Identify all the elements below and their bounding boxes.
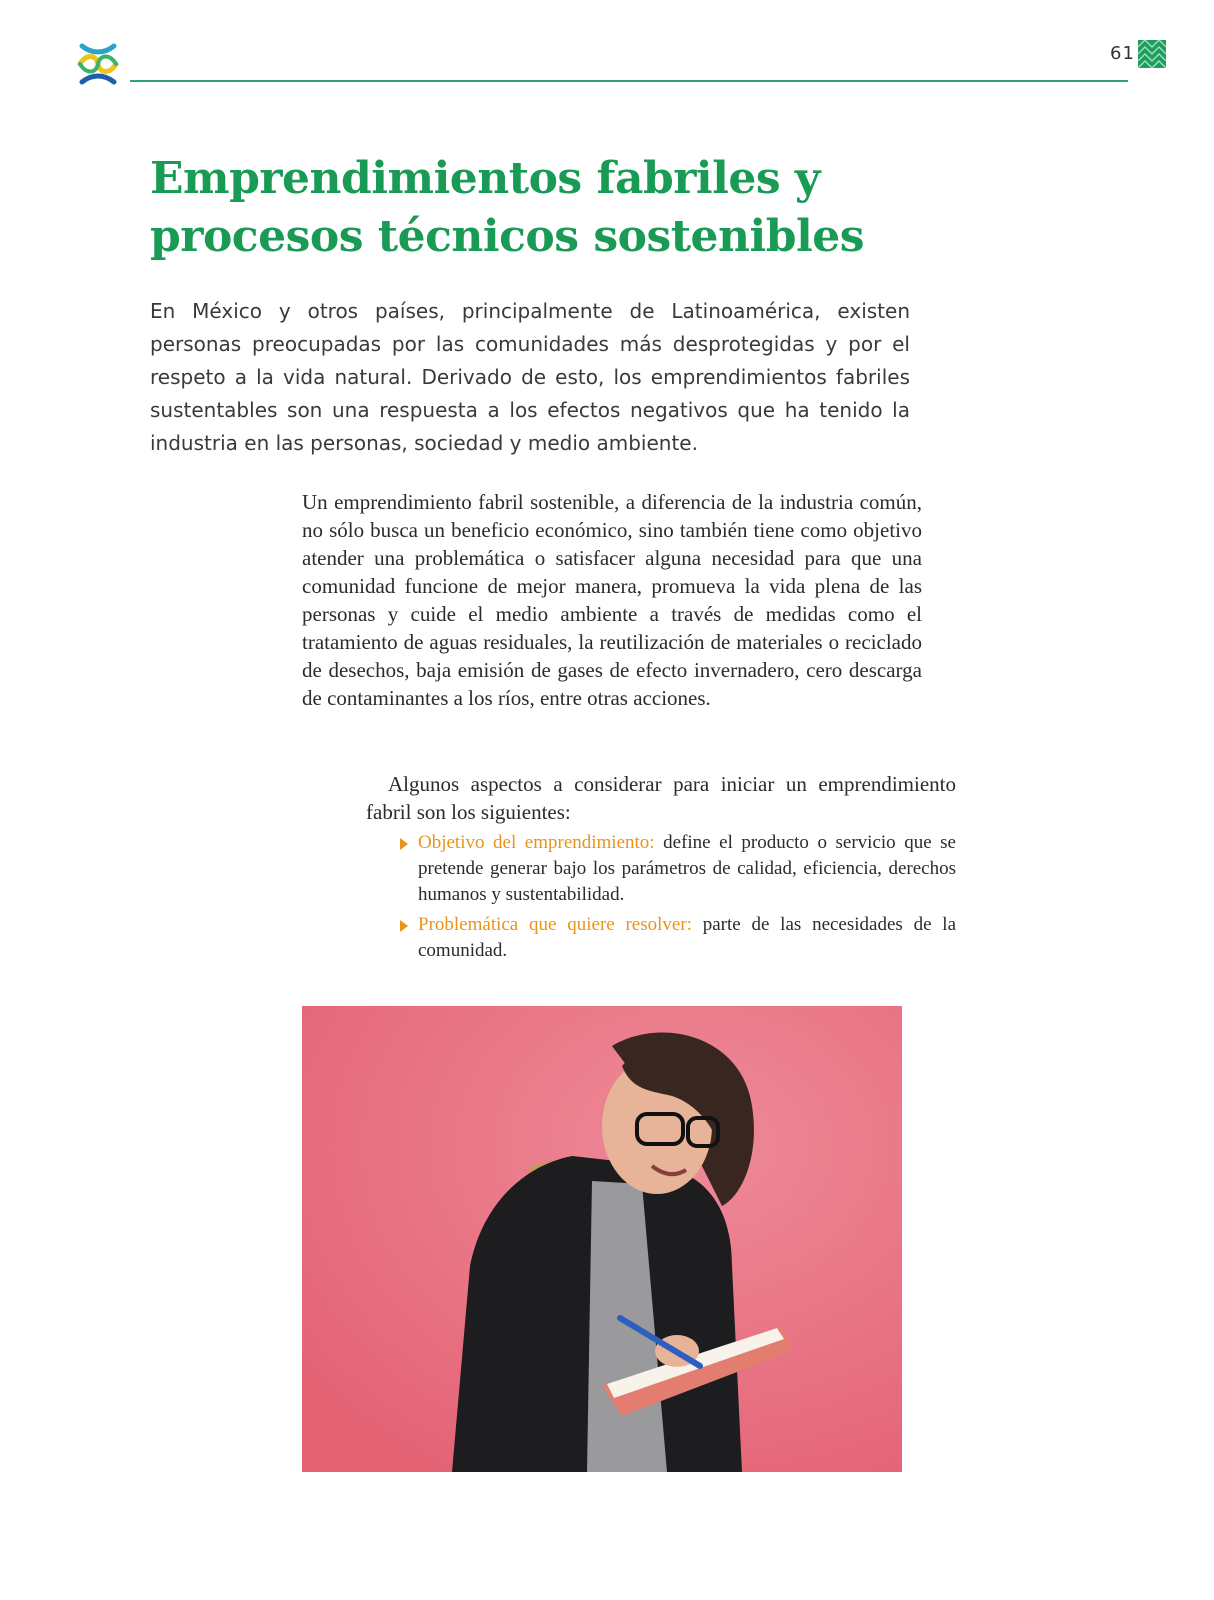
aspects-intro: Algunos aspectos a considerar para iniciar un emprendimiento fabril son los siguientes: xyxy=(366,772,956,824)
aspects-section xyxy=(366,770,956,968)
aspects-list xyxy=(366,830,956,964)
bullet-term: Objetivo del emprendimiento: xyxy=(418,832,655,853)
list-item xyxy=(418,912,956,964)
book-logo-icon xyxy=(74,40,122,88)
page-title xyxy=(150,150,1050,266)
student-photo xyxy=(302,1006,902,1472)
bullet-term: Problemática que quiere resolver: xyxy=(418,914,692,935)
triangle-bullet-icon xyxy=(400,920,408,932)
list-item xyxy=(418,830,956,908)
header-rule xyxy=(130,80,1128,82)
bullet-text: parte de las necesidades de la comunidad. xyxy=(418,914,956,961)
page-number: 61 xyxy=(1110,43,1135,64)
title-line-2: procesos técnicos sostenibles xyxy=(150,211,864,262)
green-pattern-icon xyxy=(1138,40,1166,68)
title-line-1: Emprendimientos fabriles y xyxy=(150,153,820,204)
bullet-text: define el producto o servicio que se pretende generar bajo los parámetros de calidad, eficiencia, derechos humanos y sustentabilidad. xyxy=(418,832,956,905)
triangle-bullet-icon xyxy=(400,838,408,850)
body-paragraph: Un emprendimiento fabril sostenible, a diferencia de la industria común, no sólo busca un beneficio económico, sino también tiene como objetivo atender una problemática o satisfacer alguna necesidad para que una comunidad funcione de mejor manera, promueva la vida plena de las personas y cuide el medio ambiente a través de medidas como el tratamiento de aguas residuales, la reutilización de materiales o reciclado de desechos, baja emisión de gases de efecto invernadero, cero descarga de contaminantes a los ríos, entre otras acciones. xyxy=(302,490,922,710)
intro-paragraph: En México y otros países, principalmente de Latinoamérica, existen personas preocupadas por las comunidades más desprotegidas y por el respeto a la vida natural. Derivado de esto, los emprendimientos fabriles sustentables son una respuesta a los efectos negativos que ha tenido la industria en las personas, sociedad y medio ambiente. xyxy=(150,299,910,455)
